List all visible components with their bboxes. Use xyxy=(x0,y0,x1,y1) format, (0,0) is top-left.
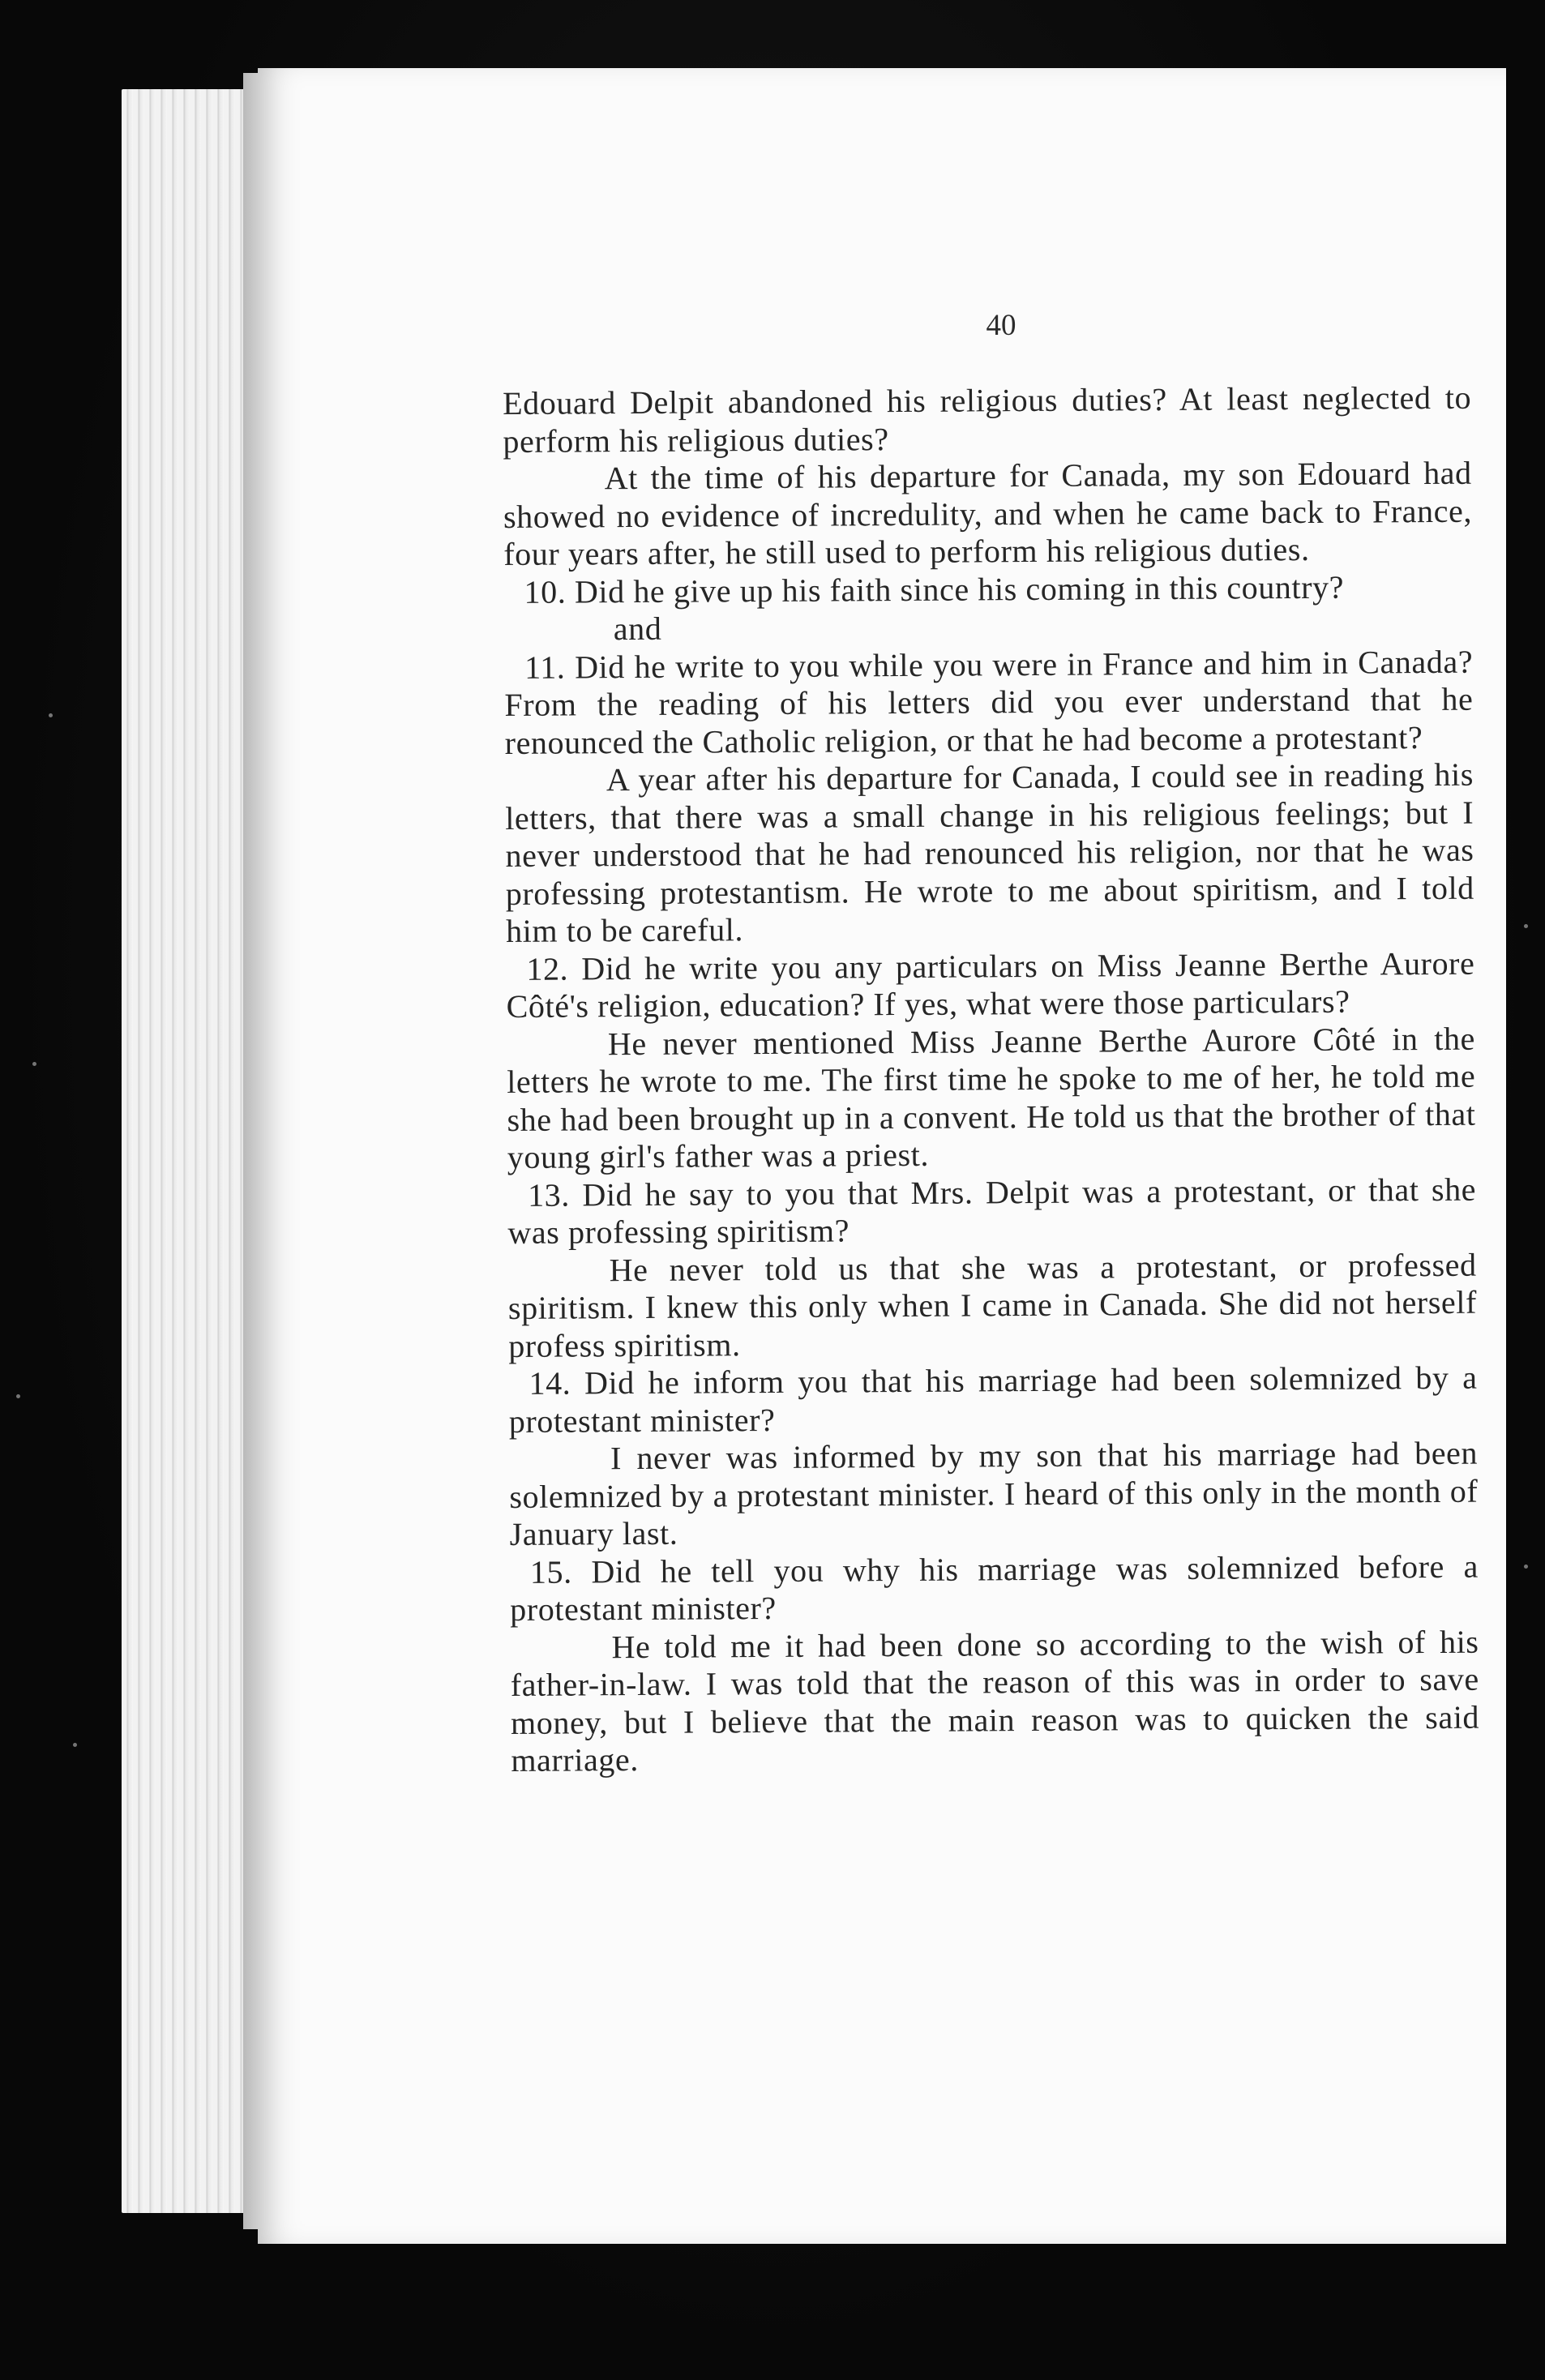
paragraph-answer: He never told us that she was a protestant, or professed spiritism. I knew this only when I came in Canada. She did not herself profess spiritism. xyxy=(507,1246,1478,1364)
paragraph-question: 11. Did he write to you while you were in France and him in Canada? From the reading of his letters did you ever understand that he renounced the Catholic religion, or that he had become a protestant? xyxy=(504,643,1474,761)
paragraph-question: 14. Did he inform you that his marriage had been solemnized by a protestant minister? xyxy=(508,1359,1478,1440)
dust-speck xyxy=(1524,924,1528,928)
paragraph-question-continued: Edouard Delpit abandoned his religious duties? At least neglected to perform his religious duties? xyxy=(503,379,1472,460)
paragraph-connector: and xyxy=(613,610,662,648)
paragraph-answer: I never was informed by my son that his marriage had been solemnized by a protestant minister. I heard of this only in the month of January last. xyxy=(509,1434,1479,1552)
dust-speck xyxy=(49,713,53,717)
paragraph-answer: He told me it had been done so according to the wish of his father-in-law. I was told that the reason of this was in order to save money, but I believe that the main reason was to quicken the said marriage. xyxy=(510,1623,1480,1779)
paragraph-answer: A year after his departure for Canada, I could see in reading his letters, that there was a small change in his religious feelings; but I never understood that he had renounced his religion, nor that he was professing protestantism. He wrote to me about spiritism, and I told him to be careful. xyxy=(505,756,1474,949)
dust-speck xyxy=(32,1062,36,1066)
dust-speck xyxy=(16,1394,20,1398)
paragraph-question: 15. Did he tell you why his marriage was solemnized before a protestant minister? xyxy=(510,1547,1479,1628)
paragraph-answer: At the time of his departure for Canada, my son Edouard had showed no evidence of incredulity, and when he came back to France, four years after, he still used to perform his religious duties. xyxy=(503,454,1473,572)
paragraph-question: 10. Did he give up his faith since his coming in this country? xyxy=(524,568,1345,610)
paragraph-question: 13. Did he say to you that Mrs. Delpit was a protestant, or that she was professing spiritism? xyxy=(507,1171,1477,1251)
paragraph-answer: He never mentioned Miss Jeanne Berthe Aurore Côté in the letters he wrote to me. The first time he spoke to me of her, he told me she had been brought up in a convent. He told us that the brother of that young girl's father was a priest. xyxy=(507,1020,1476,1175)
body-text xyxy=(503,379,1479,1780)
page-number: 40 xyxy=(986,309,1016,342)
book-page-edges xyxy=(122,89,251,2213)
dust-speck xyxy=(73,1743,77,1747)
paragraph-question: 12. Did he write you any particulars on Miss Jeanne Berthe Aurore Côté's religion, education? If yes, what were those particulars? xyxy=(506,944,1475,1025)
dust-speck xyxy=(1524,1565,1528,1569)
